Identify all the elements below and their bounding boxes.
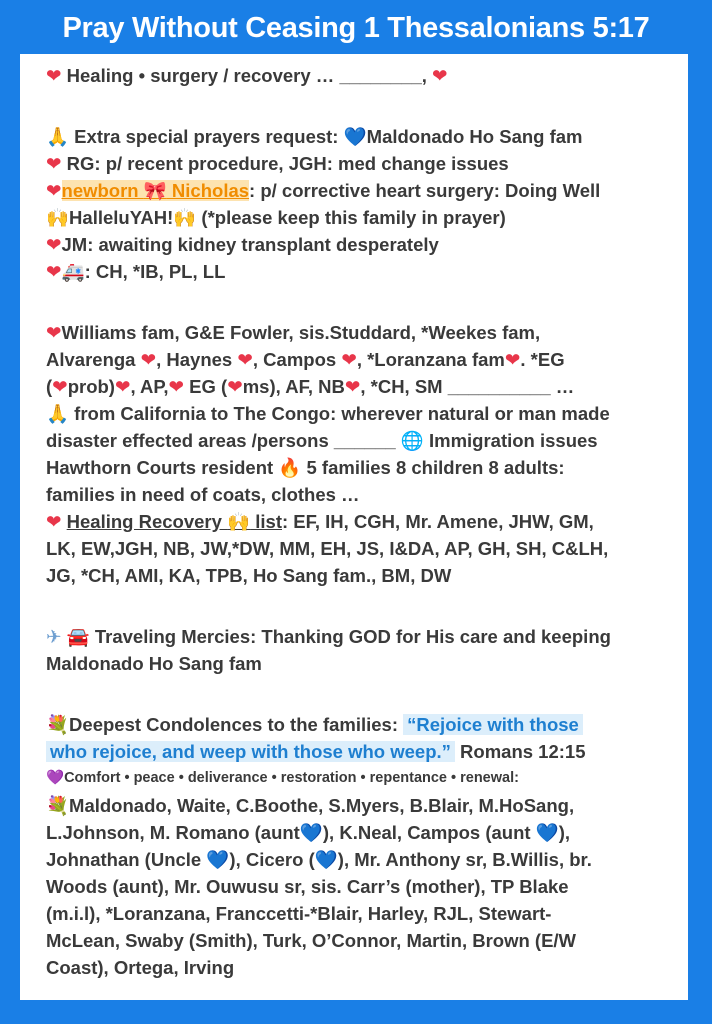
condolence-names-2: [46, 819, 676, 846]
heart-icon: ❤: [46, 65, 62, 86]
names-text: ), Cicero (: [229, 849, 315, 870]
special-request-text: Extra special prayers request:: [69, 126, 344, 147]
families-text: (: [46, 376, 53, 397]
families-text: Alvarenga: [46, 349, 141, 370]
kidney-line: [46, 231, 676, 258]
heart-icon: ❤: [46, 322, 62, 343]
immigration-text: Immigration issues: [423, 430, 598, 451]
names-text: Johnathan (Uncle: [46, 849, 207, 870]
car-icon: 🚘: [66, 626, 90, 647]
names-text: LK, EW,JGH, NB, JW,*DW, MM, EH, JS, I&DA, AP, GH, SH, C&LH,: [46, 538, 609, 559]
heart-icon: ❤: [46, 261, 62, 282]
blue-heart-icon: 💙: [206, 849, 230, 870]
blue-heart-icon: 💙: [314, 849, 338, 870]
hallelujah-text: HalleluYAH!: [69, 207, 174, 228]
healing-recovery-names: : EF, IH, CGH, Mr. Amene, JHW, GM,: [281, 511, 594, 532]
families-line-3: [46, 373, 676, 400]
raised-hands-icon: 🙌: [173, 207, 197, 228]
families-text: , Campos: [252, 349, 342, 370]
healing-recovery-line: [46, 508, 676, 535]
travel-text: Traveling Mercies: Thanking GOD for His care and keeping: [89, 626, 611, 647]
names-text: (m.i.l), *Loranzana, Franccetti-*Blair, Harley, RJL, Stewart-: [46, 903, 552, 924]
families-text: prob): [67, 376, 115, 397]
comfort-line: [46, 765, 676, 792]
praying-hands-icon: 🙏: [46, 126, 70, 147]
hawthorn-text: Hawthorn Courts resident: [46, 457, 279, 478]
blue-heart-icon: 💙: [535, 822, 559, 843]
heart-icon: ❤: [46, 180, 62, 201]
families-text: , *CH, SM __________ …: [360, 376, 575, 397]
kidney-text: JM: awaiting kidney transplant desperately: [61, 234, 439, 255]
disaster-line: [46, 427, 676, 454]
ambulance-line: [46, 258, 676, 285]
ambulance-text: : CH, *IB, PL, LL: [84, 261, 226, 282]
names-text: JG, *CH, AMI, KA, TPB, Ho Sang fam., BM, DW: [46, 565, 452, 586]
page-title: Pray Without Ceasing 1 Thessalonians 5:17: [62, 12, 650, 44]
families-line-1: [46, 319, 676, 346]
special-request-line: [46, 123, 676, 150]
healing-recovery-list-label: list: [250, 511, 282, 532]
heart-icon: ❤: [432, 65, 448, 86]
congo-line: [46, 400, 676, 427]
congo-text: from California to The Congo: wherever natural or man made: [69, 403, 610, 424]
heart-icon: ❤: [227, 376, 243, 397]
fire-icon: 🔥: [278, 457, 302, 478]
heart-icon: ❤: [504, 349, 521, 370]
condolence-names-3: [46, 846, 676, 873]
purple-heart-icon: 💜: [46, 770, 65, 786]
names-text: Coast), Ortega, Irving: [46, 957, 235, 978]
heart-icon: ❤: [52, 376, 68, 397]
bouquet-icon: 💐: [46, 714, 70, 735]
travel-line-1: [46, 623, 676, 650]
blue-heart-icon: 💙: [343, 126, 367, 147]
procedure-text: RG: p/ recent procedure, JGH: med change issues: [61, 153, 509, 174]
names-text: ), K.Neal, Campos (aunt: [322, 822, 536, 843]
condolence-names-6: [46, 927, 676, 954]
heart-icon: ❤: [341, 349, 357, 370]
heart-icon: ❤: [237, 349, 253, 370]
condolence-names-7: [46, 954, 676, 981]
families-line-2: [46, 346, 676, 373]
hallelujah-line: [46, 204, 676, 231]
special-request-family: Maldonado Ho Sang fam: [366, 126, 583, 147]
heart-icon: ❤: [46, 511, 62, 532]
heart-icon: ❤: [140, 349, 157, 370]
praying-hands-icon: 🙏: [46, 403, 70, 424]
blue-heart-icon: 💙: [299, 822, 323, 843]
heart-icon: ❤: [46, 153, 62, 174]
healing-line: [46, 62, 676, 89]
newborn-name: Nicholas: [166, 180, 250, 201]
disaster-text: disaster effected areas /persons ______: [46, 430, 401, 451]
condolence-names-4: [46, 873, 676, 900]
raised-hands-icon: 🙌: [46, 207, 70, 228]
hawthorn-count: 5 families 8 children 8 adults:: [301, 457, 565, 478]
names-text: Woods (aunt), Mr. Ouwusu sr, sis. Carr’s (mother), TP Blake: [46, 876, 569, 897]
scripture-reference: Romans 12:15: [454, 741, 586, 762]
comfort-text: Comfort • peace • deliverance • restoration • repentance • renewal:: [64, 770, 519, 786]
families-text-1: Williams fam, G&E Fowler, sis.Studdard, *Weekes fam,: [61, 322, 541, 343]
scripture-quote: “Rejoice with those: [403, 714, 583, 735]
globe-icon: 🌐: [400, 430, 424, 451]
prayer-list-content: [46, 62, 676, 981]
travel-family: Maldonado Ho Sang fam: [46, 653, 262, 674]
names-text: ), Mr. Anthony sr, B.Willis, br.: [337, 849, 592, 870]
newborn-line: [46, 177, 676, 204]
heart-icon: ❤: [168, 376, 185, 397]
names-text: ),: [558, 822, 571, 843]
families-text: , AP,: [130, 376, 169, 397]
newborn-status: : p/ corrective heart surgery: Doing Well: [249, 180, 601, 201]
newborn-text: newborn: [61, 180, 144, 201]
hallelujah-note: (*please keep this family in prayer): [196, 207, 506, 228]
condolence-names-5: [46, 900, 676, 927]
procedure-line: [46, 150, 676, 177]
baby-ribbon-icon: 🎀: [143, 180, 167, 201]
heart-icon: ❤: [114, 376, 131, 397]
heart-icon: ❤: [344, 376, 361, 397]
families-text: , Haynes: [156, 349, 238, 370]
healing-recovery-link[interactable]: [67, 511, 282, 532]
coats-line: [46, 481, 676, 508]
raised-hands-icon: 🙌: [227, 511, 251, 532]
scripture-quote: who rejoice, and weep with those who weep.”: [46, 741, 455, 762]
condolences-line-2: [46, 738, 676, 765]
healing-recovery-names-3: [46, 562, 676, 589]
families-text: ms), AF, NB: [242, 376, 345, 397]
condolences-line-1: [46, 711, 676, 738]
condolence-names-1: [46, 792, 676, 819]
families-text: EG (: [184, 376, 228, 397]
coats-text: families in need of coats, clothes …: [46, 484, 360, 505]
prayer-list-card: [20, 54, 688, 1000]
ambulance-icon: 🚑: [61, 261, 85, 282]
newborn-highlight[interactable]: [62, 180, 250, 201]
hawthorn-line: [46, 454, 676, 481]
names-text: McLean, Swaby (Smith), Turk, O’Connor, Martin, Brown (E/W: [46, 930, 577, 951]
heart-icon: ❤: [46, 234, 62, 255]
condolences-text: Deepest Condolences to the families:: [69, 714, 404, 735]
families-text: . *EG: [520, 349, 565, 370]
bouquet-icon: 💐: [46, 795, 70, 816]
travel-line-2: [46, 650, 676, 677]
healing-recovery-label: Healing Recovery: [66, 511, 228, 532]
names-text: Maldonado, Waite, C.Boothe, S.Myers, B.Blair, M.HoSang,: [69, 795, 575, 816]
names-text: L.Johnson, M. Romano (aunt: [46, 822, 300, 843]
airplane-icon: ✈: [46, 626, 62, 647]
families-text: , *Loranzana fam: [356, 349, 505, 370]
healing-recovery-names-2: [46, 535, 676, 562]
healing-text: Healing • surgery / recovery … ________,: [61, 65, 433, 86]
